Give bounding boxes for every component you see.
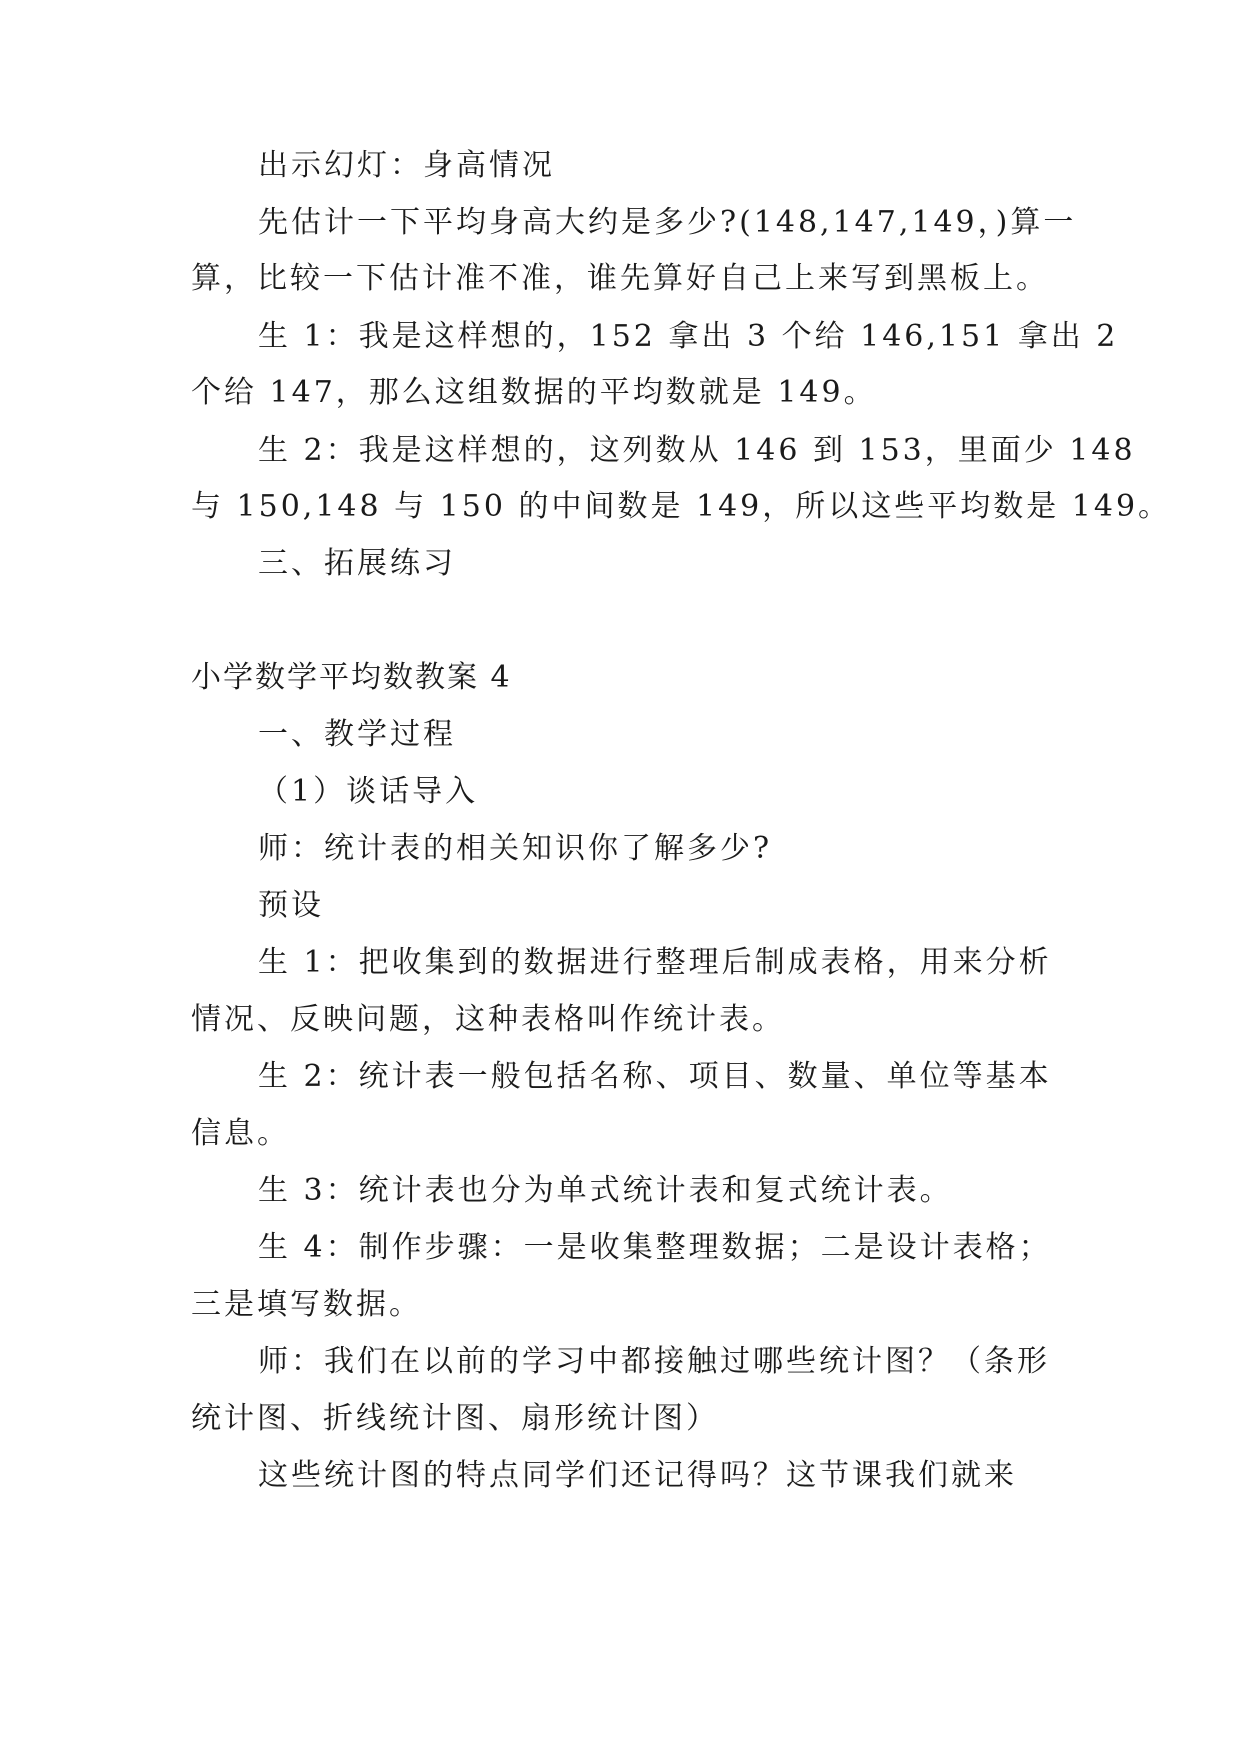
text-line: 算，比较一下估计准不准，谁先算好自己上来写到黑板上。 bbox=[191, 261, 1049, 296]
text-line: 生 2：统计表一般包括名称、项目、数量、单位等基本 bbox=[258, 1059, 1052, 1094]
text-line: 预设 bbox=[258, 888, 324, 923]
sub-heading: （1）谈话导入 bbox=[258, 774, 479, 809]
text-line: 师：我们在以前的学习中都接触过哪些统计图？（条形 bbox=[258, 1344, 1050, 1379]
text-line: 信息。 bbox=[191, 1116, 290, 1151]
text-line: 生 2：我是这样想的，这列数从 146 到 153，里面少 148 bbox=[258, 433, 1136, 468]
text-line: 个给 147，那么这组数据的平均数就是 149。 bbox=[191, 375, 877, 410]
text-line: 生 4：制作步骤：一是收集整理数据；二是设计表格； bbox=[258, 1230, 1052, 1265]
section-heading: 三、拓展练习 bbox=[258, 546, 456, 581]
text-line: 师：统计表的相关知识你了解多少? bbox=[258, 831, 773, 866]
text-line: 出示幻灯：身高情况 bbox=[258, 148, 555, 183]
text-line: 这些统计图的特点同学们还记得吗？这节课我们就来 bbox=[258, 1458, 1017, 1493]
text-line: 与 150,148 与 150 的中间数是 149，所以这些平均数是 149。 bbox=[191, 489, 1172, 524]
section-heading: 一、教学过程 bbox=[258, 717, 456, 752]
text-line: 情况、反映问题，这种表格叫作统计表。 bbox=[191, 1002, 785, 1037]
text-line: 生 1：把收集到的数据进行整理后制成表格，用来分析 bbox=[258, 945, 1052, 980]
document-title: 小学数学平均数教案 4 bbox=[191, 660, 512, 695]
text-line: 先估计一下平均身高大约是多少?(148,147,149，)算一 bbox=[258, 205, 1077, 240]
text-line: 生 3：统计表也分为单式统计表和复式统计表。 bbox=[258, 1173, 953, 1208]
text-line: 生 1：我是这样想的，152 拿出 3 个给 146,151 拿出 2 bbox=[258, 319, 1119, 354]
text-line: 统计图、折线统计图、扇形统计图） bbox=[191, 1401, 719, 1436]
text-line: 三是填写数据。 bbox=[191, 1287, 422, 1322]
